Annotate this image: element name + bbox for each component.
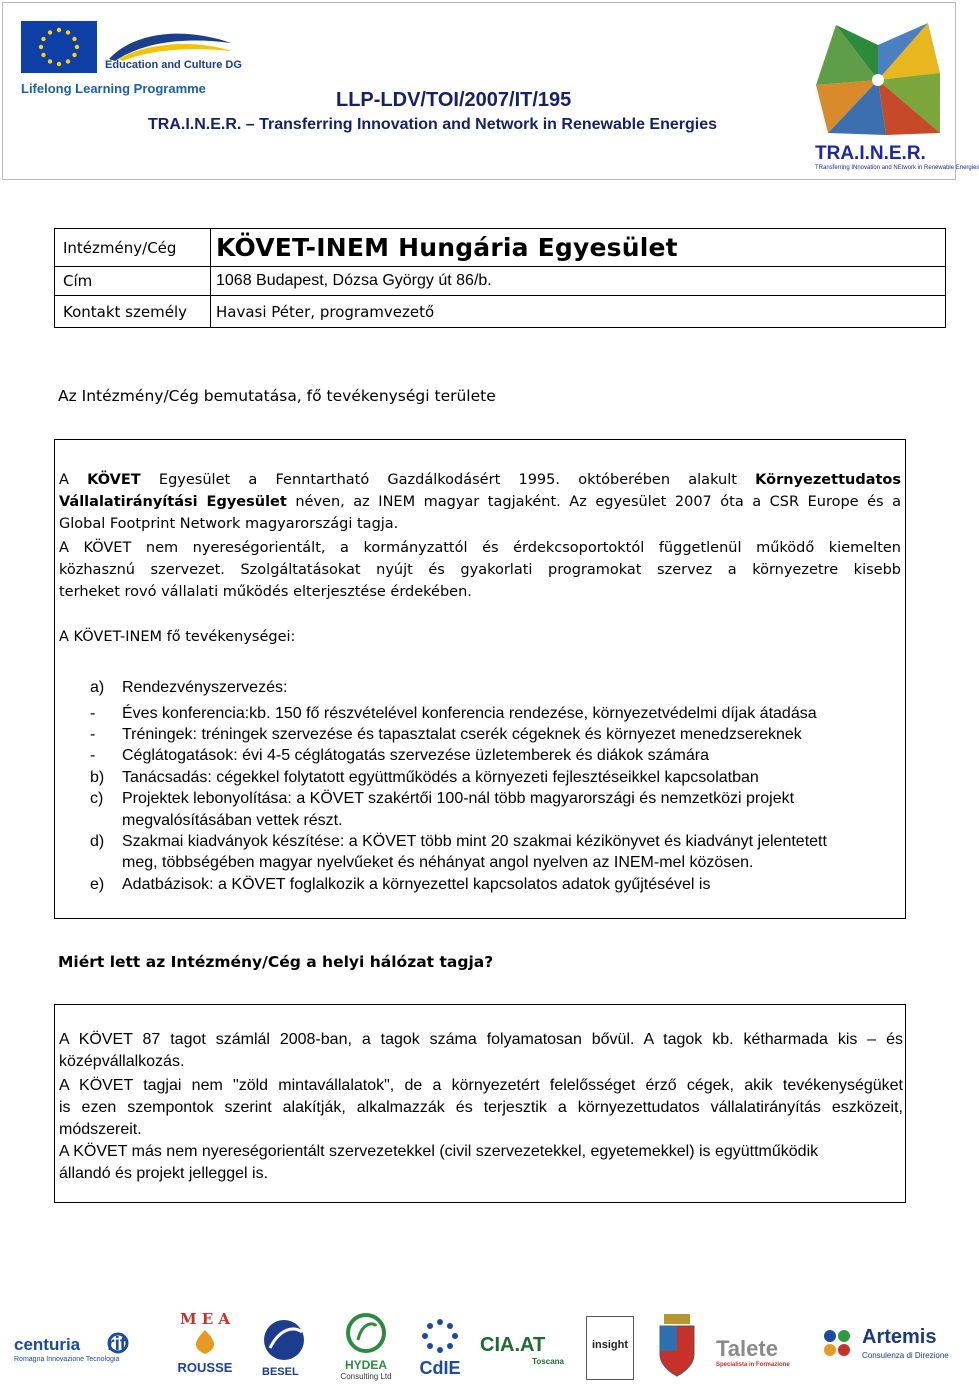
description-box [54, 439, 906, 919]
talete-logo [716, 1336, 806, 1380]
activity-text: Szakmai kiadványok készítése: a KÖVET több mint 20 szakmai kézikönyvet és kiadványt jelentetett [122, 833, 827, 850]
project-abbr: TRA.I.N.E.R. [148, 116, 242, 133]
artemis-text: Artemis [862, 1326, 937, 1348]
description-line: közhasznú szervezet. Szolgáltatásokat nyújt és gyakorlati programokat szervez a környezetre kisebb [59, 562, 901, 578]
activity-text: meg, többségében magyar nyelvűeket és néhányat angol nyelven az INEM-mel közösen. [122, 854, 754, 871]
page-header [2, 2, 979, 180]
cia-subtitle: Toscana [532, 1357, 564, 1366]
activity-text: Tréningek: tréningek szervezése és tapasztalat cserék cégeknek és környezet menedzsereknek [122, 726, 802, 743]
info-label-contact: Kontakt személy [55, 296, 211, 328]
project-code: LLP-LDV/TOI/2007/IT/195 [336, 89, 572, 111]
info-value-address: 1068 Budapest, Dózsa György út 86/b. [211, 267, 946, 296]
besel-logo [262, 1318, 310, 1380]
hydea-logo [334, 1312, 398, 1382]
description-line [59, 469, 901, 491]
description-line: terheket rovó vállalati működés elterjesztése érdekében. [59, 584, 472, 600]
info-label-address: Cím [55, 267, 211, 296]
besel-text: BESEL [262, 1366, 299, 1378]
answer-box [54, 1004, 906, 1203]
answer-line: A KÖVET tagjai nem "zöld mintavállalatok", de a környezetért felelősséget érző cégek, akik tevékenységüket [59, 1077, 903, 1094]
eac-label: Education and Culture DG [105, 59, 242, 71]
answer-paragraph-1 [59, 1029, 903, 1073]
eu-programme-logo [21, 21, 242, 101]
coat-of-arms-logo [654, 1310, 700, 1380]
info-row-organization [55, 229, 946, 267]
activity-text: Adatbázisok: a KÖVET foglalkozik a környezettel kapcsolatos adatok gyűjtésével is [122, 876, 711, 893]
info-row-contact [55, 296, 946, 328]
text-run: Egyesület a Fenntartható Gazdálkodásért 1995. októberében alakult [140, 472, 756, 488]
centuria-subtitle: Romagna Innovazione Tecnologia [14, 1356, 120, 1363]
info-label-organization: Intézmény/Cég [55, 229, 211, 267]
activity-marker: b) [90, 769, 105, 786]
partner-logos [0, 1296, 960, 1385]
project-name-rest: – Transferring Innovation and Network in Renewable Energies [241, 116, 718, 133]
text-run: néven, az INEM magyar tagjaként. Az egyesület 2007 óta a CSR Europe és a [286, 494, 902, 510]
project-name [148, 116, 717, 134]
text-run-bold: Vállalatirányítási Egyesület [59, 494, 287, 510]
rit-text: rit [107, 1334, 127, 1355]
info-value-organization: KÖVET-INEM Hungária Egyesület [211, 229, 946, 267]
activity-marker: - [90, 747, 96, 764]
activity-marker: c) [90, 790, 104, 807]
description-paragraph-1 [59, 469, 901, 535]
description-line [59, 491, 901, 513]
cia-text: CIA.AT [480, 1334, 546, 1356]
activity-marker: - [90, 726, 96, 743]
info-row-address [55, 267, 946, 296]
trainer-logo-subtitle: TRansferring INnovation and NEtwork in Renewable Energies [815, 165, 979, 171]
mea-rousse-logo [172, 1310, 238, 1380]
answer-line: módszereit. [59, 1121, 142, 1138]
cia-toscana-logo [480, 1334, 564, 1374]
section-title-network-membership: Miért lett az Intézmény/Cég a helyi hálózat tagja? [58, 953, 494, 971]
activity-marker: e) [90, 876, 105, 893]
answer-line: A KÖVET 87 tagot számlál 2008-ban, a tagok száma folyamatosan bővül. A tagok kb. kétharmada kis – és [59, 1031, 903, 1048]
activity-text: Éves konferencia:kb. 150 fő részvételével konferencia rendezése, környezetvédelmi díjak átadása [122, 705, 817, 722]
answer-line: A KÖVET más nem nyereségorientált szervezetekkel (civil szervezetekkel, egyetemekkel) is együttműködik [59, 1143, 819, 1160]
hydea-subtitle: Consulting Ltd [340, 1372, 392, 1381]
activities-heading: A KÖVET-INEM fő tevékenységei: [59, 629, 296, 645]
activity-text: Projektek lebonyolítása: a KÖVET szakértői 100-nál több magyarországi és nemzetközi projekt [122, 790, 795, 807]
trainer-logo-text: TRA.I.N.E.R. [815, 143, 926, 164]
coat-of-arms-icon [654, 1310, 700, 1380]
section-title-introduction: Az Intézmény/Cég bemutatása, fő tevékenységi területe [58, 387, 496, 405]
answer-line: középvállalkozás. [59, 1053, 185, 1070]
artemis-subtitle: Consulenza di Direzione [862, 1351, 949, 1360]
trainer-pinwheel-logo [808, 15, 948, 145]
talete-subtitle: Specialista in Formazione [716, 1362, 790, 1368]
description-paragraph-2 [59, 537, 901, 603]
rousse-text: ROUSSE [177, 1360, 233, 1375]
activity-marker: a) [90, 679, 105, 696]
description-line: A KÖVET nem nyereségorientált, a kormányzattól és érdekcsoportoktól függetlenül működő kiemelten [59, 540, 901, 556]
text-run-bold: Környezettudatos [755, 472, 902, 488]
centuria-mark-icon [108, 1332, 128, 1354]
mea-flame-icon [185, 1328, 225, 1356]
answer-paragraph-3 [59, 1141, 903, 1185]
text-run: A [59, 472, 88, 488]
activity-marker: - [90, 705, 96, 722]
answer-line: is ezen szempontok szerint alakítják, alkalmazzák és terjesztik a környezettudatos vállalatirányítás eszközeit, [59, 1099, 903, 1116]
llp-label: Lifelong Learning Programme [21, 81, 206, 96]
activity-text: Rendezvényszervezés: [122, 679, 288, 696]
description-line: Global Footprint Network magyarországi tagja. [59, 516, 399, 532]
organization-info-table [54, 228, 946, 328]
besel-sphere-icon [262, 1318, 306, 1362]
answer-paragraph-2 [59, 1075, 903, 1141]
eu-flag-icon [21, 21, 97, 73]
artemis-logo [818, 1326, 948, 1370]
hydea-text: HYDEA [344, 1358, 387, 1372]
artemis-arrows-icon [818, 1326, 858, 1360]
activity-text: Tanácsadás: cégekkel folytatott együttműködés a környezeti fejlesztéseikkel kapcsolatban [122, 769, 759, 786]
talete-text: Talete [716, 1336, 778, 1361]
insight-logo [586, 1316, 634, 1380]
centuria-logo [14, 1334, 126, 1363]
answer-line: állandó és projekt jelleggel is. [59, 1165, 269, 1182]
activity-text: Céglátogatások: évi 4-5 céglátogatás szervezése üzletemberek és diákok számára [122, 747, 709, 764]
cdie-text: CdIE [419, 1358, 461, 1378]
hydea-leaf-icon [344, 1312, 388, 1354]
centuria-text: centuria [14, 1335, 81, 1354]
activity-marker: d) [90, 833, 105, 850]
text-run-bold: KÖVET [87, 472, 141, 488]
activity-text: megvalósításában vettek részt. [122, 812, 343, 829]
insight-text: insight [591, 1339, 629, 1351]
cdie-stars-icon [420, 1318, 460, 1354]
info-value-contact: Havasi Péter, programvezető [211, 296, 946, 328]
cdie-logo [412, 1318, 468, 1380]
mea-text: M E A [179, 1310, 231, 1328]
